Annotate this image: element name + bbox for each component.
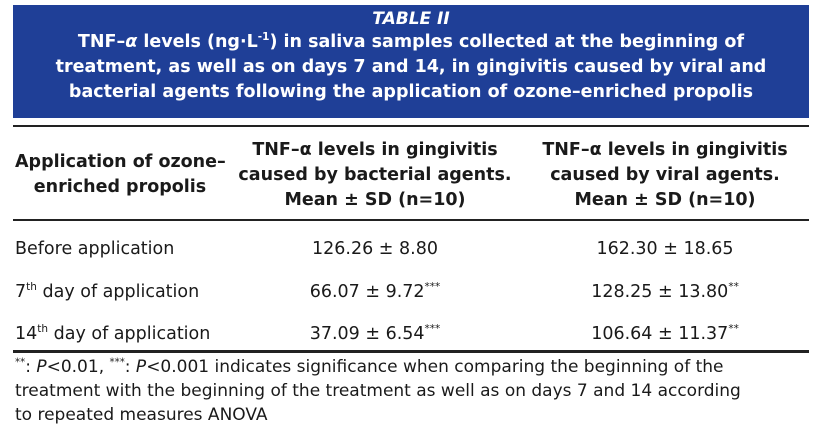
table-label: TABLE II — [372, 9, 450, 29]
footnote-line-3: to repeated measures ANOVA — [15, 405, 268, 425]
row-label: 14th day of application — [15, 323, 211, 344]
header-viral-line-3: Mean ± SD (n=10) — [574, 190, 756, 210]
header-viral-line-1: TNF–α levels in gingivitis — [542, 140, 788, 160]
row-viral-value: 128.25 ± 13.80** — [591, 281, 739, 302]
table-title-line-1: TNF–α levels $(ng\cdot L^{-1})$ in saliva samples collected at the beginning of — [77, 31, 745, 52]
bottom-rule — [13, 350, 809, 353]
row-viral-value: 162.30 ± 18.65 — [596, 239, 734, 259]
table-title-line-3: bacterial agents following the application of ozone–enriched propolis — [68, 82, 754, 102]
row-viral-value: 106.64 ± 11.37** — [591, 323, 739, 344]
top-rule — [13, 125, 809, 127]
row-label: Before application — [15, 239, 175, 259]
header-viral-line-2: caused by viral agents. — [550, 165, 780, 185]
header-bacterial-line-1: TNF–α levels in gingivitis — [252, 140, 498, 160]
header-bacterial-line-2: caused by bacterial agents. — [238, 165, 512, 185]
header-rule — [13, 219, 809, 221]
header-viral — [520, 138, 810, 213]
table-caption-banner — [13, 5, 809, 118]
footnote-line-1: **: P<0.01, ***: P<0.001 indicates significance when comparing the beginning of the — [15, 357, 724, 377]
header-bacterial-line-3: Mean ± SD (n=10) — [284, 190, 466, 210]
header-application-line-1: Application of ozone– — [15, 152, 226, 172]
row-bacterial-value: 66.07 ± 9.72*** — [309, 281, 441, 302]
table-title-line-2: treatment, as well as on days 7 and 14, in gingivitis caused by viral and — [55, 57, 767, 77]
row-bacterial-value: 126.26 ± 8.80 — [312, 239, 438, 259]
row-bacterial-value: 37.09 ± 6.54*** — [309, 323, 441, 344]
header-bacterial — [225, 138, 525, 213]
footnote-line-2: treatment with the beginning of the treatment as well as on days 7 and 14 according — [15, 381, 741, 401]
header-application — [15, 150, 225, 200]
table-footnote — [15, 355, 815, 427]
header-application-line-2: enriched propolis — [33, 177, 207, 197]
row-label: 7th day of application — [15, 281, 200, 302]
